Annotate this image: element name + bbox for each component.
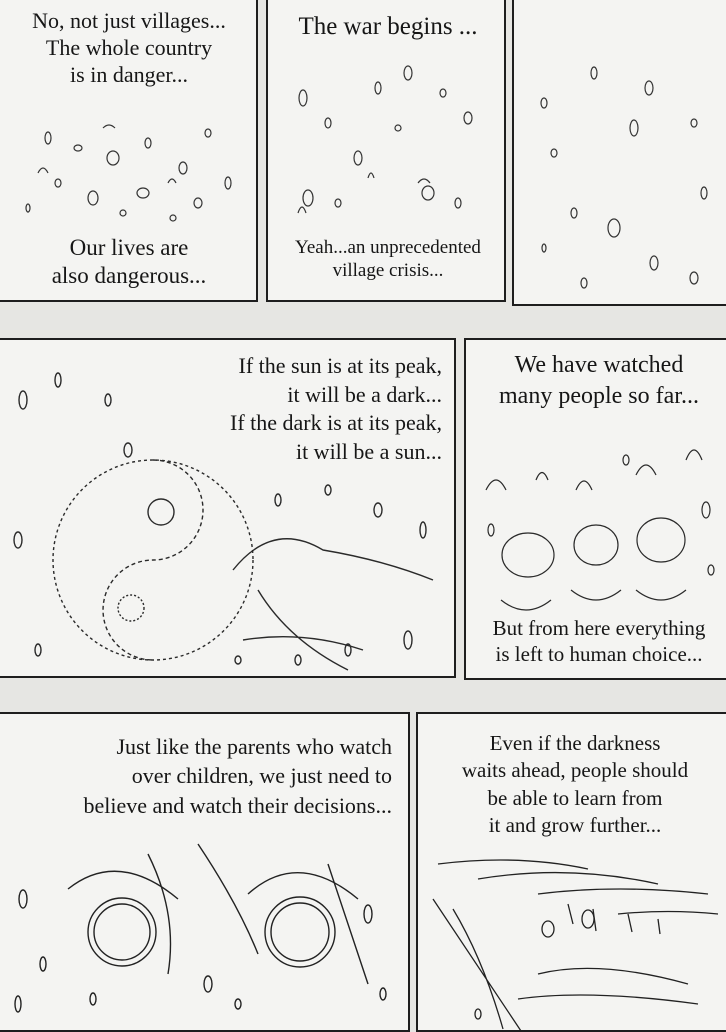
comic-panel-2 (266, 0, 506, 302)
comic-panel-5 (464, 338, 726, 680)
comic-panel-4 (0, 338, 456, 678)
caption-village-crisis: Yeah...an unprecedented village crisis... (295, 237, 481, 282)
caption-darkness-ahead: Even if the darkness waits ahead, people should be able to learn from it and grow further... (461, 731, 689, 837)
caption-watched-people: We have watched many people so far... (499, 352, 699, 410)
comic-panel-7 (416, 712, 726, 1032)
crowd-sketch (514, 0, 726, 306)
caption-lives-dangerous: Our lives are also dangerous... (51, 235, 207, 289)
comic-panel-3 (512, 0, 726, 306)
comic-panel-6 (0, 712, 410, 1032)
caption-parents-watch: Just like the parents who watch over children, we just need to believe and watch their decisions... (83, 734, 392, 818)
caption-country-danger: No, not just villages... The whole country is in danger... (32, 8, 226, 87)
caption-human-choice: But from here everything is left to human choice... (492, 616, 706, 666)
caption-sun-dark-peak: If the sun is at its peak, it will be a dark... If the dark is at its peak, it will be a sun... (230, 353, 442, 464)
comic-panel-1 (0, 0, 258, 302)
caption-war-begins: The war begins ... (298, 13, 478, 40)
